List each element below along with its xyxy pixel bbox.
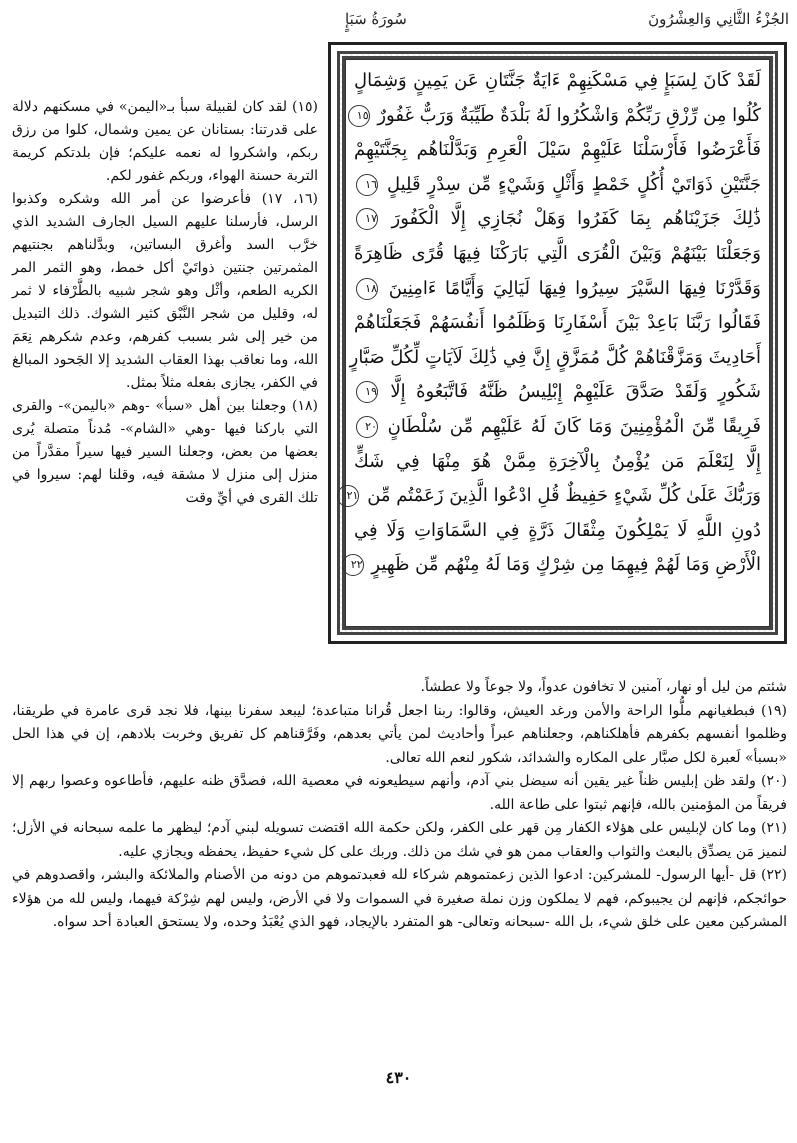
quran-line: ذَٰلِكَ جَزَيْنَاهُم بِمَا كَفَرُوا وَهَلْ نُجَازِي إِلَّا الْكَفُورَ ١٧ — [354, 202, 761, 237]
quran-line: فَأَعْرَضُوا فَأَرْسَلْنَا عَلَيْهِمْ سَيْلَ الْعَرِمِ وَبَدَّلْنَاهُم بِجَنَّتَيْهِمْ — [354, 139, 761, 161]
quran-line: فَقَالُوا رَبَّنَا بَاعِدْ بَيْنَ أَسْفَارِنَا وَظَلَمُوا أَنفُسَهُمْ فَجَعَلْنَاهُمْ — [354, 312, 761, 334]
quran-text — [345, 59, 770, 627]
quran-frame — [328, 42, 787, 644]
tafsir-paragraph: (٢٠) ولقد ظن إبليس ظناً غير يقين أنه سيضل بني آدم، وأنهم سيطيعونه في معصية الله، فصدَّق ظنه عليهم، فأطاعوه وعصوا ربهم إلا فريقاً من المؤمنين بالله، فإنهم ثبتوا على طاعة الله. — [12, 773, 787, 813]
tafsir-paragraph: (١٩) فبطغيانهم ملُّوا الراحة والأمن ورغد العيش، وقالوا: ربنا اجعل قُرانا متباعدة؛ ليبعد سفرنا بينها، فلا نجد قرى عامرة في طريقنا، وظلموا أنفسهم بكفرهم فأهلكناهم، وجعلناهم عبراً وأحاديث لمن يأتي بعدهم، وفَرَّقناهم كل تفريق وخربت بلادهم، إن في هذا الحل «بسبأ» لَعبرة لكل صبَّار على المكاره والشدائد، شكور لنعم الله تعالى. — [12, 702, 787, 766]
tafsir-paragraph: (١٦، ١٧) فأعرضوا عن أمر الله وشكره وكذبوا الرسل، فأرسلنا عليهم السيل الجارف الشديد الذي خرَّب السد وأغرق البساتين، وبدَّلناهم بجنتيهم المثمرتين جنتين ذواتَيْ أكل خمط، وهو الثمر المر الكريه الطعم، وأثْل وهو شجر شبيه بالطَّرْفاء لا ثمر له، وقليل من شجر النَّبْق كثير الشوك. ذلك التبديل من خير إلى شر بسبب كفرهم، وعدم شكرهم نِعَمَ الله، وما نعاقب بهذا العقاب الشديد إلا الجَحود المبالغ في الكفر، يجازى بفعله مثلاً بمثل. — [12, 191, 318, 391]
verse-marker: ١٩ — [356, 381, 378, 403]
verse-marker: ١٨ — [356, 278, 378, 300]
quran-line: إِلَّا لِنَعْلَمَ مَن يُؤْمِنُ بِالْآخِرَةِ مِمَّنْ هُوَ مِنْهَا فِي شَكٍّ — [354, 450, 761, 472]
quran-line: دُونِ اللَّهِ لَا يَمْلِكُونَ مِثْقَالَ ذَرَّةٍ فِي السَّمَاوَاتِ وَلَا فِي — [354, 519, 761, 541]
tafsir-paragraph: (١٥) لقد كان لقبيلة سبأ بـ«اليمن» في مسكنهم دلالة على قدرتنا: بستانان عن يمين وشمال، كلوا من رزق ربكم، واشكروا له نعمه عليكم؛ فإن بلدتكم كريمة التربة حسنة الهواء، وربكم غفور لكم. — [12, 99, 318, 184]
verse-marker: ١٧ — [356, 208, 378, 230]
quran-line: أَحَادِيثَ وَمَزَّقْنَاهُمْ كُلَّ مُمَزَّقٍ إِنَّ فِي ذَٰلِكَ لَآيَاتٍ لِّكُلِّ صَبَّارٍ — [349, 346, 761, 368]
verse-marker: ٢٠ — [356, 416, 378, 438]
tafsir-side-column — [12, 96, 318, 510]
verse-marker: ١٥ — [348, 105, 370, 127]
quran-line: فَرِيقًا مِّنَ الْمُؤْمِنِينَ وَمَا كَانَ لَهُ عَلَيْهِم مِّن سُلْطَانٍ ٢٠ — [354, 410, 761, 445]
quran-line: وَجَعَلْنَا بَيْنَهُمْ وَبَيْنَ الْقُرَى الَّتِي بَارَكْنَا فِيهَا قُرًى ظَاهِرَةً — [354, 242, 761, 264]
quran-line: وَقَدَّرْنَا فِيهَا السَّيْرَ سِيرُوا فِيهَا لَيَالِيَ وَأَيَّامًا ءَامِنِينَ ١٨ — [354, 272, 761, 307]
page-number: ٤٣٠ — [385, 1068, 412, 1087]
juz-title: الجُزْءُ الثَّانِي وَالعِشْرُونَ — [648, 10, 789, 28]
tafsir-paragraph: (٢٢) قل -أيها الرسول- للمشركين: ادعوا الذين زعمتموهم شركاء لله فعبدتموهم من دونه من الأصنام والملائكة والبشر، واقصدوهم في حوائجكم، فإنهم لن يجيبوكم، فهم لا يملكون وزن نملة صغيرة في السموات ولا في الأرض، وليس لهم شِرْكة فيهما، وليس لله من هؤلاء المشركين معين على خلق شيء، بل الله -سبحانه وتعالى- هو المتفرد بالإيجاد، فهو الذي يُعْبَدُ وحده، ولا يستحق العبادة أحد سواه. — [12, 867, 787, 930]
quran-line: كُلُوا مِن رِّزْقِ رَبِّكُمْ وَاشْكُرُوا لَهُ بَلْدَةٌ طَيِّبَةٌ وَرَبٌّ غَفُورٌ ١٥ — [354, 99, 761, 134]
quran-line: الْأَرْضِ وَمَا لَهُمْ فِيهِمَا مِن شِرْكٍ وَمَا لَهُ مِنْهُم مِّن ظَهِيرٍ ٢٢ — [354, 548, 761, 583]
quran-line: وَرَبُّكَ عَلَىٰ كُلِّ شَيْءٍ حَفِيظٌ قُلِ ادْعُوا الَّذِينَ زَعَمْتُم مِّن ٢١ — [354, 479, 761, 514]
verse-marker: ٢١ — [337, 485, 359, 507]
quran-line: لَقَدْ كَانَ لِسَبَإٍ فِي مَسْكَنِهِمْ ءَايَةٌ جَنَّتَانِ عَن يَمِينٍ وَشِمَالٍ — [354, 70, 761, 91]
verse-marker: ٢٢ — [342, 554, 364, 576]
quran-line: شَكُورٍ وَلَقَدْ صَدَّقَ عَلَيْهِمْ إِبْلِيسُ ظَنَّهُ فَاتَّبَعُوهُ إِلَّا ١٩ — [354, 375, 761, 410]
tafsir-bottom-section — [12, 676, 787, 935]
tafsir-paragraph: (١٨) وجعلنا بين أهل «سبأ» -وهم «باليمن»- والقرى التي باركنا فيها -وهي «الشام»- مُدناً متصلة يُرى بعضها من بعض، وجعلنا السير فيها سيراً مقدَّراً من منزل إلى منزل لا مشقة فيه، وقلنا لهم: سيروا في تلك القرى في أيِّ وقت — [12, 398, 318, 506]
surah-title: سُورَةُ سَبَإٍ — [345, 10, 407, 28]
tafsir-paragraph: (٢١) وما كان لإبليس على هؤلاء الكفار مِن قهر على الكفر، ولكن حكمة الله اقتضت تسويله لبني آدم؛ ليظهر ما علمه سبحانه في الأزل؛ لنميز مَن يصدِّق بالبعث والثواب والعقاب ممن هو في شك من ذلك. وربك على كل شيء حفيظ، يحفظه ويجازي عليه. — [12, 820, 787, 860]
verse-marker: ١٦ — [356, 174, 378, 196]
quran-line: جَنَّتَيْنِ ذَوَاتَيْ أُكُلٍ خَمْطٍ وَأَثْلٍ وَشَيْءٍ مِّن سِدْرٍ قَلِيلٍ ١٦ — [354, 168, 761, 203]
tafsir-paragraph: شئتم من ليل أو نهار، آمنين لا تخافون عدواً، ولا جوعاً ولا عطشاً. — [420, 679, 787, 695]
